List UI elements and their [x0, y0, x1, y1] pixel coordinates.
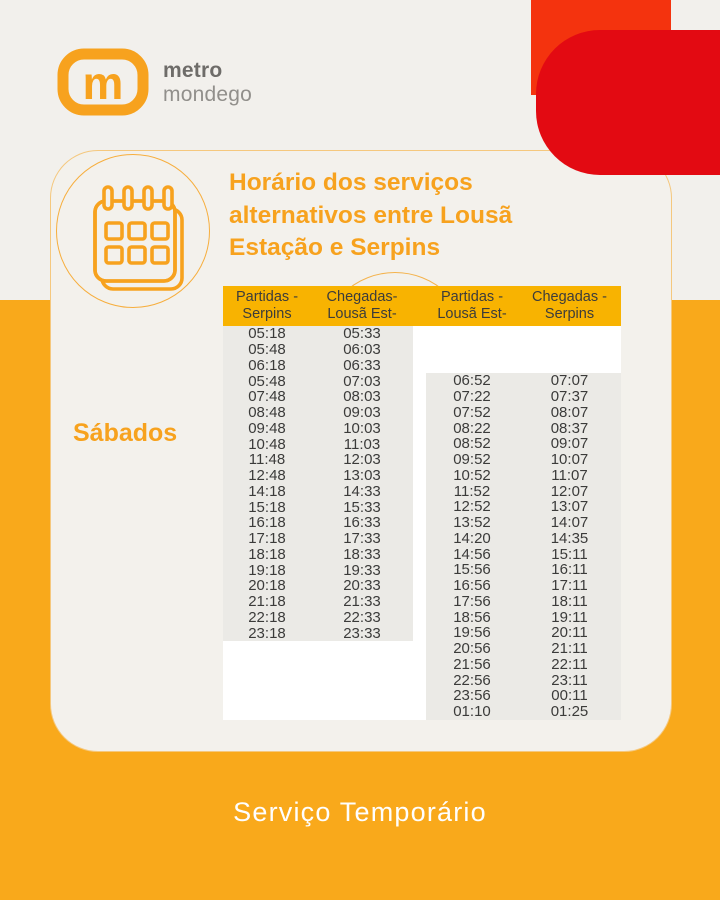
table-row — [426, 578, 621, 594]
arrival-time: 06:33 — [343, 356, 381, 374]
table-row — [223, 436, 413, 452]
table-row — [223, 499, 413, 515]
arrival-time: 14:33 — [343, 482, 381, 500]
departure-time: 11:52 — [453, 482, 491, 500]
timetable-header — [223, 286, 621, 326]
svg-text:m: m — [82, 57, 124, 109]
column-gutter — [413, 326, 426, 720]
departure-time: 15:56 — [453, 561, 491, 579]
arrival-time: 22:33 — [343, 608, 381, 626]
arrival-time: 09:07 — [550, 435, 589, 453]
arrival-time: 07:07 — [550, 372, 589, 390]
arrival-time: 12:07 — [550, 482, 589, 500]
departure-time: 22:18 — [248, 608, 286, 626]
header-chegadas-serpins — [518, 286, 621, 326]
header-line: Chegadas- — [326, 288, 398, 305]
table-row — [426, 515, 621, 531]
arrival-time: 17:11 — [551, 577, 588, 595]
table-row — [426, 546, 621, 562]
table-row — [223, 531, 413, 547]
table-row — [223, 547, 413, 563]
table-row — [426, 594, 621, 610]
red-rounded-decoration — [536, 30, 720, 175]
header-partidas-lousa — [426, 286, 518, 326]
departure-time: 10:48 — [248, 435, 286, 453]
arrival-time: 16:11 — [551, 561, 588, 579]
departure-time: 22:56 — [453, 671, 491, 689]
arrival-time: 23:33 — [343, 624, 381, 642]
arrival-time: 05:33 — [343, 325, 381, 343]
table-row — [223, 358, 413, 374]
departure-time: 10:52 — [453, 466, 491, 484]
timetable-left-columns — [223, 326, 413, 720]
departure-time: 09:52 — [453, 451, 491, 469]
arrival-time: 06:03 — [343, 341, 381, 359]
header-line: Partidas - — [440, 288, 504, 305]
header-line: Serpins — [544, 306, 595, 322]
arrival-time: 14:07 — [550, 514, 589, 532]
arrival-time: 10:03 — [343, 419, 381, 437]
departure-time: 14:20 — [453, 529, 491, 547]
logo-wordmark — [163, 60, 252, 105]
departure-time: 12:48 — [248, 467, 286, 485]
header-partidas-serpins — [223, 286, 311, 326]
departure-time: 01:10 — [453, 703, 491, 721]
departure-time: 16:18 — [248, 514, 286, 532]
table-row — [223, 562, 413, 578]
day-label: Sábados — [73, 419, 178, 447]
departure-time: 06:18 — [248, 356, 286, 374]
arrival-time: 18:33 — [343, 545, 381, 563]
departure-time: 05:48 — [248, 341, 286, 359]
timetable-card — [50, 150, 672, 752]
title-line-2: alternativos entre Lousã — [229, 201, 513, 229]
title-line-1: Horário dos serviços — [229, 169, 473, 196]
arrival-time: 08:07 — [550, 403, 589, 421]
departure-time: 17:56 — [453, 592, 491, 610]
table-row — [426, 562, 621, 578]
metro-mondego-logo-icon — [57, 48, 149, 116]
table-row — [426, 420, 621, 436]
arrival-time: 13:07 — [550, 498, 589, 516]
departure-time: 23:56 — [453, 687, 491, 705]
footer-tagline: Serviço Temporário — [233, 797, 487, 827]
arrival-time: 11:03 — [343, 435, 381, 453]
table-row — [223, 468, 413, 484]
departure-time: 06:52 — [453, 372, 491, 390]
arrival-time: 13:03 — [343, 467, 381, 485]
title-line-3: Estação e Serpins — [229, 234, 441, 261]
arrival-time: 20:11 — [551, 624, 588, 642]
table-row — [223, 625, 413, 641]
table-row — [426, 641, 621, 657]
departure-time: 08:52 — [453, 435, 491, 453]
departure-time: 09:48 — [248, 419, 286, 437]
departure-time: 05:48 — [248, 372, 286, 390]
table-row — [223, 594, 413, 610]
departure-time: 07:22 — [453, 388, 491, 406]
table-row — [426, 389, 621, 405]
header-line: Lousã Est- — [327, 306, 397, 322]
table-row — [223, 373, 413, 389]
arrival-time: 07:03 — [343, 372, 381, 390]
departure-time: 12:52 — [453, 498, 491, 516]
departure-time: 15:18 — [248, 498, 286, 516]
timetable — [223, 286, 621, 720]
departure-time: 14:56 — [453, 545, 491, 563]
departure-time: 07:52 — [453, 403, 491, 421]
departure-time: 23:18 — [248, 624, 286, 642]
departure-time: 08:22 — [453, 419, 491, 437]
table-row — [426, 688, 621, 704]
departure-time: 16:56 — [453, 577, 491, 595]
arrival-time: 12:03 — [343, 451, 381, 469]
table-row — [426, 436, 621, 452]
table-row — [426, 625, 621, 641]
departure-time: 20:18 — [248, 577, 286, 595]
departure-time: 13:52 — [453, 514, 491, 532]
right-rows-panel — [426, 373, 621, 720]
arrival-time: 19:33 — [343, 561, 381, 579]
departure-time: 21:56 — [453, 655, 491, 673]
arrival-time: 15:11 — [551, 545, 588, 563]
table-row — [223, 405, 413, 421]
calendar-icon — [87, 181, 187, 291]
arrival-time: 21:33 — [343, 593, 381, 611]
arrival-time: 11:07 — [551, 466, 588, 484]
table-row — [426, 405, 621, 421]
departure-time: 18:56 — [453, 608, 491, 626]
departure-time: 21:18 — [248, 593, 286, 611]
arrival-time: 09:03 — [343, 404, 381, 422]
arrival-time: 18:11 — [551, 592, 588, 610]
table-row — [426, 468, 621, 484]
table-row — [426, 452, 621, 468]
metro-mondego-logo — [57, 48, 252, 116]
departure-time: 20:56 — [453, 640, 491, 658]
arrival-time: 10:07 — [550, 451, 589, 469]
arrival-time: 21:11 — [551, 640, 588, 658]
arrival-time: 15:33 — [343, 498, 381, 516]
table-row — [426, 672, 621, 688]
departure-time: 19:18 — [248, 561, 286, 579]
arrival-time: 22:11 — [551, 655, 588, 673]
table-row — [426, 704, 621, 720]
logo-word-metro: metro — [163, 58, 223, 82]
arrival-time: 08:37 — [550, 419, 589, 437]
table-row — [426, 531, 621, 547]
page-title — [229, 167, 589, 265]
arrival-time: 08:03 — [343, 388, 381, 406]
departure-time: 14:18 — [248, 482, 286, 500]
arrival-time: 17:33 — [343, 530, 381, 548]
table-row — [426, 373, 621, 389]
left-rows-panel — [223, 326, 413, 641]
timetable-body — [223, 326, 621, 720]
departure-time: 19:56 — [453, 624, 491, 642]
header-line: Lousã Est- — [437, 306, 507, 322]
table-row — [223, 452, 413, 468]
table-row — [426, 609, 621, 625]
departure-time: 05:18 — [248, 325, 286, 343]
table-row — [223, 342, 413, 358]
arrival-time: 20:33 — [343, 577, 381, 595]
departure-time: 17:18 — [248, 530, 286, 548]
arrival-time: 16:33 — [343, 514, 381, 532]
table-row — [223, 578, 413, 594]
logo-word-mondego: mondego — [163, 82, 252, 106]
table-row — [223, 515, 413, 531]
table-row — [426, 483, 621, 499]
departure-time: 07:48 — [248, 388, 286, 406]
departure-time: 18:18 — [248, 545, 286, 563]
table-row — [223, 421, 413, 437]
table-row — [223, 484, 413, 500]
arrival-time: 01:25 — [550, 703, 589, 721]
header-line: Chegadas - — [532, 288, 607, 305]
arrival-time: 00:11 — [551, 687, 588, 705]
arrival-time: 23:11 — [551, 671, 588, 689]
table-row — [223, 326, 413, 342]
header-chegadas-lousa — [311, 286, 413, 326]
table-row — [223, 389, 413, 405]
table-row — [426, 657, 621, 673]
timetable-right-columns — [426, 326, 621, 720]
departure-time: 08:48 — [248, 404, 286, 422]
table-row — [426, 499, 621, 515]
arrival-time: 07:37 — [550, 388, 589, 406]
header-line: Partidas - — [235, 288, 299, 305]
arrival-time: 19:11 — [551, 608, 588, 626]
arrival-time: 14:35 — [550, 529, 589, 547]
header-line: Serpins — [242, 306, 292, 322]
departure-time: 11:48 — [248, 451, 286, 469]
table-row — [223, 610, 413, 626]
